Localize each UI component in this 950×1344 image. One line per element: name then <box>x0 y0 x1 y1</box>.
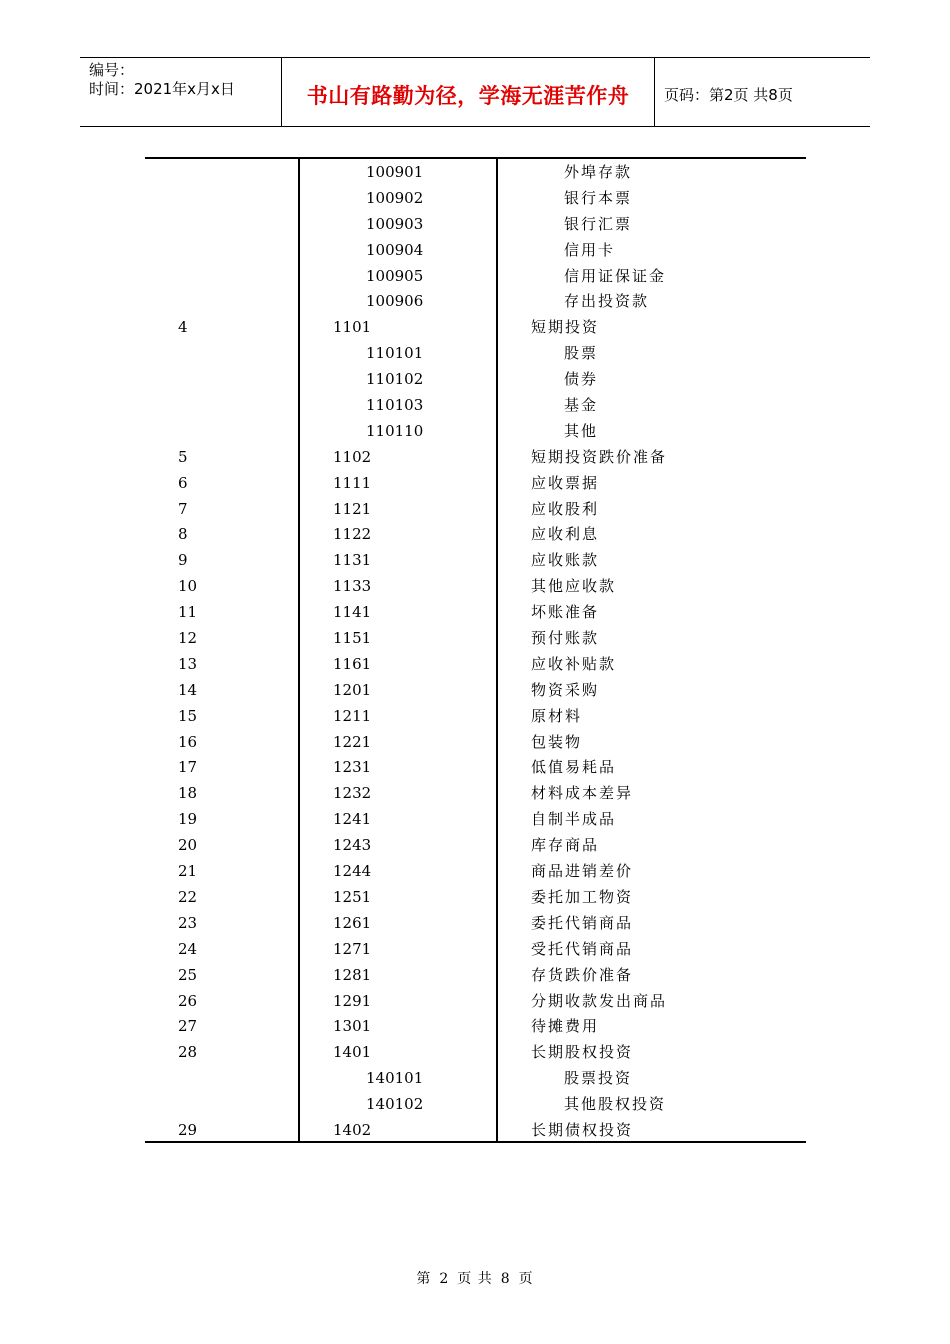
row-number: 17 <box>178 758 198 777</box>
account-name: 商品进销差价 <box>531 862 634 881</box>
row-number: 23 <box>178 913 198 932</box>
account-name: 股票 <box>564 344 599 363</box>
table-row <box>145 833 806 859</box>
account-name: 物资采购 <box>531 680 600 699</box>
account-code: 1281 <box>333 965 372 984</box>
row-number: 4 <box>178 318 188 337</box>
table-row <box>145 341 806 367</box>
row-number: 10 <box>178 577 198 596</box>
table-row <box>145 1014 806 1040</box>
accounts-table <box>145 157 806 1143</box>
account-code: 1232 <box>333 784 372 803</box>
header-divider <box>654 58 655 126</box>
account-name: 长期股权投资 <box>531 1043 634 1062</box>
row-number: 11 <box>178 603 198 622</box>
account-code: 1151 <box>333 629 372 648</box>
account-code: 1243 <box>333 836 372 855</box>
account-code: 1251 <box>333 887 372 906</box>
row-number: 25 <box>178 965 198 984</box>
account-name: 存货跌价准备 <box>531 965 634 984</box>
table-row <box>145 781 806 807</box>
header-page-info: 页码：第2页 共8页 <box>664 86 793 104</box>
row-number: 19 <box>178 810 198 829</box>
row-number: 15 <box>178 706 198 725</box>
footer-suffix: 页 <box>518 1271 534 1287</box>
account-name: 其他股权投资 <box>564 1095 667 1114</box>
footer-prefix: 第 <box>416 1271 432 1287</box>
account-name: 应收股利 <box>531 499 600 518</box>
account-name: 受托代销商品 <box>531 939 634 958</box>
account-code: 1133 <box>333 577 372 596</box>
table-row <box>145 807 806 833</box>
account-name: 自制半成品 <box>531 810 617 829</box>
table-bottom-rule <box>145 1141 806 1143</box>
table-row <box>145 755 806 781</box>
account-code: 1261 <box>333 913 372 932</box>
account-code: 1141 <box>333 603 372 622</box>
table-row <box>145 652 806 678</box>
account-name: 应收账款 <box>531 551 600 570</box>
account-code: 1131 <box>333 551 372 570</box>
table-row <box>145 1092 806 1118</box>
row-number: 5 <box>178 447 188 466</box>
table-row <box>145 238 806 264</box>
account-name: 存出投资款 <box>564 292 650 311</box>
table-row <box>145 1040 806 1066</box>
table-row <box>145 264 806 290</box>
table-row <box>145 704 806 730</box>
account-name: 坏账准备 <box>531 603 600 622</box>
account-code: 1401 <box>333 1043 372 1062</box>
page-header <box>80 57 870 127</box>
header-motto: 书山有路勤为径，学海无涯苦作舟 <box>306 84 630 108</box>
account-code: 1244 <box>333 862 372 881</box>
account-name: 外埠存款 <box>564 163 633 181</box>
account-name: 银行本票 <box>564 188 633 207</box>
account-name: 原材料 <box>531 706 583 725</box>
account-code: 1271 <box>333 939 372 958</box>
account-name: 应收利息 <box>531 525 600 544</box>
header-meta <box>89 61 235 99</box>
table-row <box>145 548 806 574</box>
account-name: 库存商品 <box>531 836 600 855</box>
account-code: 110110 <box>366 421 424 440</box>
account-code: 1201 <box>333 680 372 699</box>
table-row <box>145 911 806 937</box>
row-number: 21 <box>178 862 198 881</box>
row-number: 8 <box>178 525 188 544</box>
account-code: 100901 <box>366 163 424 181</box>
row-number: 24 <box>178 939 198 958</box>
row-number: 18 <box>178 784 198 803</box>
account-name: 委托代销商品 <box>531 913 634 932</box>
row-number: 6 <box>178 473 188 492</box>
account-name: 其他应收款 <box>531 577 617 596</box>
table-row <box>145 626 806 652</box>
account-code: 1121 <box>333 499 372 518</box>
account-name: 基金 <box>564 396 599 415</box>
time-label: 时间：2021年x月x日 <box>89 80 235 98</box>
table-row <box>145 367 806 393</box>
table-row <box>145 419 806 445</box>
account-name: 待摊费用 <box>531 1017 600 1036</box>
row-number: 26 <box>178 991 198 1010</box>
row-number: 13 <box>178 654 198 673</box>
page-footer <box>0 1268 950 1288</box>
account-name: 预付账款 <box>531 629 600 648</box>
table-row <box>145 315 806 341</box>
account-code: 1102 <box>333 447 372 466</box>
account-code: 110102 <box>366 370 424 389</box>
account-code: 100902 <box>366 188 424 207</box>
account-name: 包装物 <box>531 732 583 751</box>
account-code: 110101 <box>366 344 424 363</box>
footer-total-pages: 8 <box>500 1271 511 1287</box>
account-code: 1291 <box>333 991 372 1010</box>
table-row <box>145 471 806 497</box>
table-row <box>145 678 806 704</box>
account-name: 委托加工物资 <box>531 887 634 906</box>
row-number: 22 <box>178 887 198 906</box>
table-row <box>145 212 806 238</box>
table-row <box>145 600 806 626</box>
account-code: 100906 <box>366 292 424 311</box>
table-row <box>145 445 806 471</box>
account-code: 110103 <box>366 396 424 415</box>
table-row <box>145 1066 806 1092</box>
row-number: 27 <box>178 1017 198 1036</box>
account-code: 1231 <box>333 758 372 777</box>
account-code: 1211 <box>333 706 372 725</box>
table-row <box>145 289 806 315</box>
account-code: 1101 <box>333 318 372 337</box>
row-number: 16 <box>178 732 198 751</box>
footer-current-page: 2 <box>439 1271 450 1287</box>
account-code: 1111 <box>333 473 372 492</box>
table-row <box>145 186 806 212</box>
row-number: 14 <box>178 680 198 699</box>
table-row <box>145 522 806 548</box>
account-code: 1221 <box>333 732 372 751</box>
account-name: 分期收款发出商品 <box>531 991 668 1010</box>
account-name: 银行汇票 <box>564 214 633 233</box>
table-row <box>145 963 806 989</box>
footer-middle: 页 共 <box>457 1271 493 1287</box>
row-number: 29 <box>178 1120 198 1139</box>
serial-label: 编号： <box>89 61 135 79</box>
row-number: 20 <box>178 836 198 855</box>
table-row <box>145 160 806 186</box>
account-code: 1402 <box>333 1120 372 1139</box>
account-code: 1301 <box>333 1017 372 1036</box>
account-code: 1241 <box>333 810 372 829</box>
table-row <box>145 989 806 1015</box>
account-code: 1122 <box>333 525 372 544</box>
account-name: 低值易耗品 <box>531 758 617 777</box>
account-name: 长期债权投资 <box>531 1120 634 1139</box>
account-name: 股票投资 <box>564 1069 633 1088</box>
table-row <box>145 859 806 885</box>
table-row <box>145 937 806 963</box>
table-top-rule <box>145 157 806 159</box>
account-code: 1161 <box>333 654 372 673</box>
row-number: 9 <box>178 551 188 570</box>
account-code: 100905 <box>366 266 424 285</box>
account-name: 信用卡 <box>564 240 616 259</box>
table-row <box>145 574 806 600</box>
table-row <box>145 393 806 419</box>
account-name: 信用证保证金 <box>564 266 667 285</box>
account-name: 短期投资 <box>531 318 600 337</box>
account-code: 100904 <box>366 240 424 259</box>
table-body <box>145 160 806 1144</box>
table-row <box>145 497 806 523</box>
row-number: 28 <box>178 1043 198 1062</box>
account-name: 短期投资跌价准备 <box>531 447 668 466</box>
table-row <box>145 730 806 756</box>
account-name: 债券 <box>564 370 599 389</box>
account-name: 应收补贴款 <box>531 654 617 673</box>
table-row <box>145 1118 806 1144</box>
account-code: 140101 <box>366 1069 424 1088</box>
row-number: 12 <box>178 629 198 648</box>
row-number: 7 <box>178 499 188 518</box>
account-code: 100903 <box>366 214 424 233</box>
table-row <box>145 885 806 911</box>
account-name: 应收票据 <box>531 473 600 492</box>
account-code: 140102 <box>366 1095 424 1114</box>
account-name: 材料成本差异 <box>531 784 634 803</box>
account-name: 其他 <box>564 421 599 440</box>
